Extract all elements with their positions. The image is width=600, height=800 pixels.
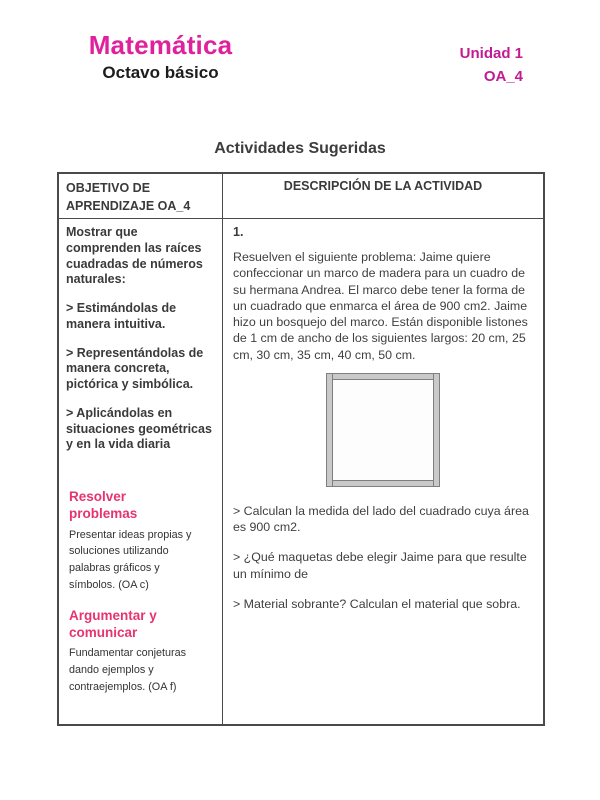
frame-right-bar	[433, 373, 440, 487]
page-title: Actividades Sugeridas	[214, 140, 386, 157]
column-header-description: DESCRIPCIÓN DE LA ACTIVIDAD	[223, 174, 543, 219]
wooden-frame-sketch	[326, 373, 440, 487]
objective-intro: Mostrar que comprenden las raíces cuadradas de números naturales:	[66, 225, 203, 287]
frame-bottom-bar	[326, 480, 440, 487]
activities-table	[57, 172, 545, 726]
skill-text-argumentar-comunicar: Fundamentar conjeturas dando ejemplos y contraejemplos. (OA f)	[69, 647, 187, 693]
oa-label: OA_4	[483, 68, 523, 86]
subject-title: Matemática	[88, 30, 233, 60]
frame-sketch-container	[233, 373, 533, 487]
skill-heading-resolver-problemas: Resolver problemas	[69, 489, 138, 521]
objective-bullet-2: > Representándolas de manera concreta, pictórica y simbólica.	[66, 345, 204, 391]
activity-number: 1.	[233, 225, 244, 239]
unit-label: Unidad 1	[459, 45, 523, 62]
activity-cell	[223, 219, 543, 724]
column-header-objective: OBJETIVO DE APRENDIZAJE OA_4	[59, 174, 223, 219]
activity-task-2: > ¿Qué maquetas debe elegir Jaime para que resulte un mínimo de	[233, 550, 527, 581]
objective-cell	[59, 219, 223, 724]
header-subject-block	[58, 31, 263, 83]
skills-section	[66, 489, 193, 696]
objective-bullet-1: > Estimándolas de manera intuitiva.	[66, 301, 177, 331]
header-unit-block	[460, 42, 523, 89]
frame-top-bar	[326, 373, 440, 380]
activity-task-1: > Calculan la medida del lado del cuadrado cuya área es 900 cm2.	[233, 503, 529, 534]
objective-bullet-3: > Aplicándolas en situaciones geométricas y en la vida diaria	[66, 405, 212, 452]
frame-left-bar	[326, 373, 333, 487]
skill-text-resolver-problemas: Presentar ideas propias y soluciones utilizando palabras gráficos y símbolos. (OA c)	[69, 528, 192, 591]
grade-level: Octavo básico	[102, 62, 219, 82]
activity-task-3: > Material sobrante? Calculan el material que sobra.	[233, 596, 521, 611]
activity-paragraph: Resuelven el siguiente problema: Jaime quiere confeccionar un marco de madera para un cuadro de su hermana Andrea. El marco debe tener la forma de un cuadrado que enmarca el área de 900 cm2. Jaime hizo un bosquejo del marco. Están disponible listones de 1 cm de ancho de los siguientes largos: 20 cm, 25 cm, 30 cm, 35 cm, 40 cm, 50 cm.	[233, 250, 528, 362]
skill-heading-argumentar-comunicar: Argumentar y comunicar	[69, 607, 157, 640]
